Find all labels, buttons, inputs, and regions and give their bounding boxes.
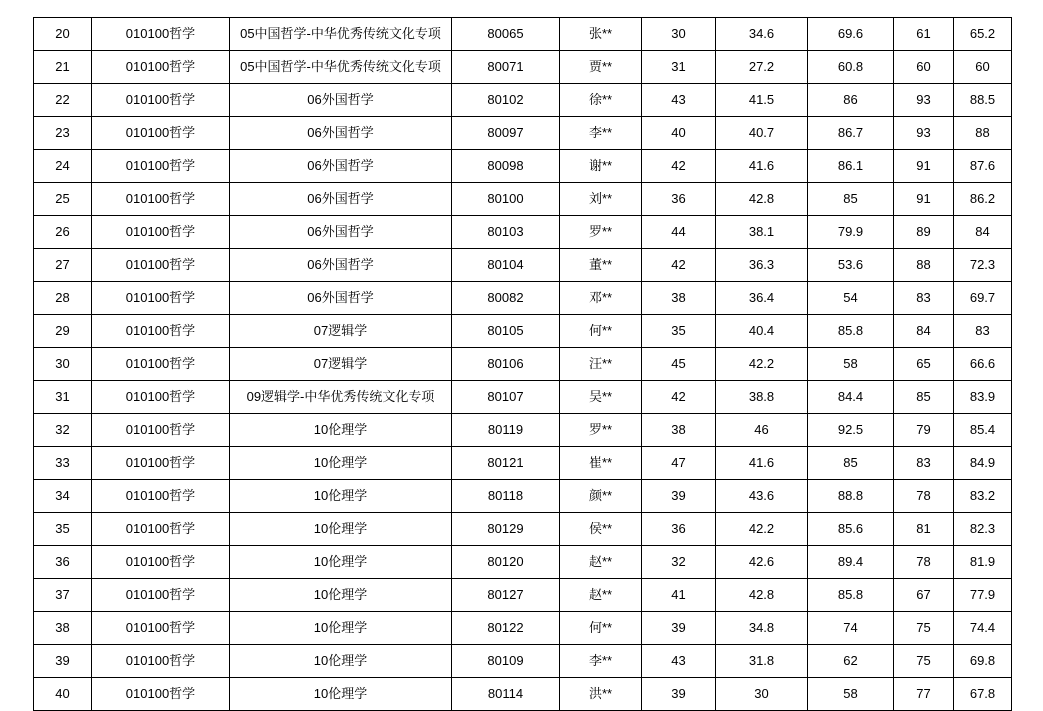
table-row <box>34 249 1012 282</box>
row-direction: 06外国哲学 <box>230 150 452 183</box>
row-total: 85.4 <box>954 414 1012 447</box>
row-major: 010100哲学 <box>92 282 230 315</box>
row-score-2: 42.2 <box>716 348 808 381</box>
row-exam-no: 80098 <box>452 150 560 183</box>
row-index: 21 <box>34 51 92 84</box>
row-major: 010100哲学 <box>92 645 230 678</box>
row-score-1: 39 <box>642 678 716 711</box>
row-score-1: 38 <box>642 414 716 447</box>
row-score-2: 40.4 <box>716 315 808 348</box>
row-score-1: 39 <box>642 612 716 645</box>
table-row <box>34 447 1012 480</box>
table-row <box>34 414 1012 447</box>
row-score-1: 41 <box>642 579 716 612</box>
table-row <box>34 480 1012 513</box>
row-score-2: 40.7 <box>716 117 808 150</box>
row-name: 侯** <box>560 513 642 546</box>
row-direction: 05中国哲学-中华优秀传统文化专项 <box>230 18 452 51</box>
row-score-3: 85.8 <box>808 315 894 348</box>
row-direction: 10伦理学 <box>230 414 452 447</box>
row-score-3: 79.9 <box>808 216 894 249</box>
row-score-4: 60 <box>894 51 954 84</box>
row-direction: 10伦理学 <box>230 612 452 645</box>
row-score-2: 36.4 <box>716 282 808 315</box>
row-direction: 10伦理学 <box>230 447 452 480</box>
row-score-4: 75 <box>894 612 954 645</box>
row-score-3: 88.8 <box>808 480 894 513</box>
row-score-2: 34.6 <box>716 18 808 51</box>
row-exam-no: 80120 <box>452 546 560 579</box>
row-direction: 07逻辑学 <box>230 315 452 348</box>
row-name: 董** <box>560 249 642 282</box>
row-exam-no: 80071 <box>452 51 560 84</box>
row-index: 39 <box>34 645 92 678</box>
row-index: 23 <box>34 117 92 150</box>
row-major: 010100哲学 <box>92 381 230 414</box>
table-row <box>34 678 1012 711</box>
row-index: 24 <box>34 150 92 183</box>
row-exam-no: 80097 <box>452 117 560 150</box>
row-score-3: 84.4 <box>808 381 894 414</box>
row-major: 010100哲学 <box>92 480 230 513</box>
row-score-2: 41.6 <box>716 447 808 480</box>
row-major: 010100哲学 <box>92 546 230 579</box>
row-total: 86.2 <box>954 183 1012 216</box>
row-score-3: 62 <box>808 645 894 678</box>
row-score-1: 43 <box>642 645 716 678</box>
row-total: 82.3 <box>954 513 1012 546</box>
row-score-2: 36.3 <box>716 249 808 282</box>
row-major: 010100哲学 <box>92 18 230 51</box>
row-score-4: 81 <box>894 513 954 546</box>
row-score-1: 35 <box>642 315 716 348</box>
row-total: 84.9 <box>954 447 1012 480</box>
row-name: 吴** <box>560 381 642 414</box>
row-direction: 10伦理学 <box>230 645 452 678</box>
table-row <box>34 117 1012 150</box>
row-major: 010100哲学 <box>92 249 230 282</box>
row-score-2: 41.6 <box>716 150 808 183</box>
row-score-3: 85.6 <box>808 513 894 546</box>
row-total: 84 <box>954 216 1012 249</box>
row-name: 贾** <box>560 51 642 84</box>
row-score-1: 30 <box>642 18 716 51</box>
row-score-2: 46 <box>716 414 808 447</box>
row-score-1: 43 <box>642 84 716 117</box>
row-index: 30 <box>34 348 92 381</box>
row-score-1: 36 <box>642 183 716 216</box>
row-total: 81.9 <box>954 546 1012 579</box>
row-score-4: 91 <box>894 183 954 216</box>
row-score-1: 42 <box>642 150 716 183</box>
row-direction: 06外国哲学 <box>230 282 452 315</box>
row-major: 010100哲学 <box>92 84 230 117</box>
row-direction: 06外国哲学 <box>230 117 452 150</box>
table-row <box>34 51 1012 84</box>
row-major: 010100哲学 <box>92 51 230 84</box>
row-total: 77.9 <box>954 579 1012 612</box>
row-major: 010100哲学 <box>92 612 230 645</box>
row-total: 66.6 <box>954 348 1012 381</box>
row-total: 83.2 <box>954 480 1012 513</box>
row-total: 74.4 <box>954 612 1012 645</box>
row-exam-no: 80104 <box>452 249 560 282</box>
results-table-container <box>33 17 1011 711</box>
table-row <box>34 150 1012 183</box>
row-name: 徐** <box>560 84 642 117</box>
row-exam-no: 80105 <box>452 315 560 348</box>
row-score-1: 45 <box>642 348 716 381</box>
table-row <box>34 348 1012 381</box>
row-exam-no: 80122 <box>452 612 560 645</box>
row-score-3: 86 <box>808 84 894 117</box>
row-score-2: 30 <box>716 678 808 711</box>
row-name: 李** <box>560 117 642 150</box>
row-score-4: 91 <box>894 150 954 183</box>
row-name: 崔** <box>560 447 642 480</box>
row-score-2: 34.8 <box>716 612 808 645</box>
row-major: 010100哲学 <box>92 117 230 150</box>
row-direction: 06外国哲学 <box>230 84 452 117</box>
row-major: 010100哲学 <box>92 315 230 348</box>
row-name: 何** <box>560 612 642 645</box>
row-index: 22 <box>34 84 92 117</box>
table-row <box>34 546 1012 579</box>
row-index: 26 <box>34 216 92 249</box>
row-exam-no: 80118 <box>452 480 560 513</box>
row-score-2: 41.5 <box>716 84 808 117</box>
row-score-3: 74 <box>808 612 894 645</box>
table-row <box>34 18 1012 51</box>
row-major: 010100哲学 <box>92 513 230 546</box>
row-direction: 10伦理学 <box>230 579 452 612</box>
row-score-4: 78 <box>894 546 954 579</box>
row-score-1: 40 <box>642 117 716 150</box>
row-name: 赵** <box>560 546 642 579</box>
row-score-3: 60.8 <box>808 51 894 84</box>
row-exam-no: 80102 <box>452 84 560 117</box>
row-exam-no: 80121 <box>452 447 560 480</box>
row-index: 28 <box>34 282 92 315</box>
table-row <box>34 381 1012 414</box>
row-score-4: 77 <box>894 678 954 711</box>
row-score-1: 31 <box>642 51 716 84</box>
row-total: 60 <box>954 51 1012 84</box>
row-index: 35 <box>34 513 92 546</box>
table-row <box>34 84 1012 117</box>
row-total: 83.9 <box>954 381 1012 414</box>
row-score-2: 31.8 <box>716 645 808 678</box>
row-direction: 10伦理学 <box>230 678 452 711</box>
row-direction: 10伦理学 <box>230 546 452 579</box>
row-score-1: 38 <box>642 282 716 315</box>
table-row <box>34 315 1012 348</box>
row-score-4: 83 <box>894 282 954 315</box>
row-total: 69.7 <box>954 282 1012 315</box>
row-score-1: 36 <box>642 513 716 546</box>
row-total: 72.3 <box>954 249 1012 282</box>
row-index: 34 <box>34 480 92 513</box>
row-direction: 10伦理学 <box>230 513 452 546</box>
row-exam-no: 80114 <box>452 678 560 711</box>
row-total: 88.5 <box>954 84 1012 117</box>
row-score-4: 78 <box>894 480 954 513</box>
row-score-4: 85 <box>894 381 954 414</box>
row-index: 36 <box>34 546 92 579</box>
row-name: 邓** <box>560 282 642 315</box>
row-exam-no: 80119 <box>452 414 560 447</box>
table-row <box>34 513 1012 546</box>
row-index: 33 <box>34 447 92 480</box>
row-total: 69.8 <box>954 645 1012 678</box>
row-score-1: 39 <box>642 480 716 513</box>
row-score-2: 42.2 <box>716 513 808 546</box>
row-score-2: 42.8 <box>716 183 808 216</box>
admission-results-table <box>33 17 1012 711</box>
row-direction: 06外国哲学 <box>230 249 452 282</box>
row-score-3: 53.6 <box>808 249 894 282</box>
table-row <box>34 579 1012 612</box>
row-direction: 09逻辑学-中华优秀传统文化专项 <box>230 381 452 414</box>
row-direction: 06外国哲学 <box>230 216 452 249</box>
row-score-3: 85 <box>808 447 894 480</box>
row-index: 20 <box>34 18 92 51</box>
row-exam-no: 80065 <box>452 18 560 51</box>
row-direction: 06外国哲学 <box>230 183 452 216</box>
row-score-2: 42.8 <box>716 579 808 612</box>
row-score-3: 69.6 <box>808 18 894 51</box>
row-direction: 10伦理学 <box>230 480 452 513</box>
row-score-4: 88 <box>894 249 954 282</box>
row-major: 010100哲学 <box>92 183 230 216</box>
row-total: 83 <box>954 315 1012 348</box>
table-body <box>34 18 1012 711</box>
row-index: 38 <box>34 612 92 645</box>
row-score-1: 47 <box>642 447 716 480</box>
row-score-3: 58 <box>808 678 894 711</box>
table-row <box>34 645 1012 678</box>
row-index: 40 <box>34 678 92 711</box>
row-major: 010100哲学 <box>92 150 230 183</box>
row-score-1: 44 <box>642 216 716 249</box>
table-row <box>34 282 1012 315</box>
row-total: 67.8 <box>954 678 1012 711</box>
row-score-2: 38.8 <box>716 381 808 414</box>
row-name: 洪** <box>560 678 642 711</box>
row-total: 88 <box>954 117 1012 150</box>
row-score-4: 79 <box>894 414 954 447</box>
row-total: 65.2 <box>954 18 1012 51</box>
row-name: 汪** <box>560 348 642 381</box>
row-score-4: 75 <box>894 645 954 678</box>
row-score-2: 27.2 <box>716 51 808 84</box>
row-score-4: 93 <box>894 117 954 150</box>
row-exam-no: 80103 <box>452 216 560 249</box>
row-name: 张** <box>560 18 642 51</box>
row-direction: 05中国哲学-中华优秀传统文化专项 <box>230 51 452 84</box>
row-score-3: 54 <box>808 282 894 315</box>
row-name: 颜** <box>560 480 642 513</box>
row-score-4: 89 <box>894 216 954 249</box>
row-name: 罗** <box>560 216 642 249</box>
row-exam-no: 80129 <box>452 513 560 546</box>
row-index: 32 <box>34 414 92 447</box>
row-index: 31 <box>34 381 92 414</box>
row-score-4: 67 <box>894 579 954 612</box>
row-score-4: 65 <box>894 348 954 381</box>
row-name: 刘** <box>560 183 642 216</box>
row-direction: 07逻辑学 <box>230 348 452 381</box>
row-major: 010100哲学 <box>92 447 230 480</box>
row-score-4: 83 <box>894 447 954 480</box>
row-exam-no: 80100 <box>452 183 560 216</box>
row-major: 010100哲学 <box>92 348 230 381</box>
row-score-1: 32 <box>642 546 716 579</box>
row-major: 010100哲学 <box>92 216 230 249</box>
row-index: 27 <box>34 249 92 282</box>
row-exam-no: 80127 <box>452 579 560 612</box>
table-row <box>34 216 1012 249</box>
row-index: 29 <box>34 315 92 348</box>
row-score-3: 85.8 <box>808 579 894 612</box>
row-major: 010100哲学 <box>92 414 230 447</box>
row-score-2: 38.1 <box>716 216 808 249</box>
row-major: 010100哲学 <box>92 678 230 711</box>
row-score-3: 92.5 <box>808 414 894 447</box>
row-name: 李** <box>560 645 642 678</box>
row-name: 何** <box>560 315 642 348</box>
row-score-1: 42 <box>642 249 716 282</box>
row-score-3: 86.7 <box>808 117 894 150</box>
row-name: 赵** <box>560 579 642 612</box>
row-score-3: 58 <box>808 348 894 381</box>
row-name: 谢** <box>560 150 642 183</box>
row-total: 87.6 <box>954 150 1012 183</box>
row-score-2: 42.6 <box>716 546 808 579</box>
row-index: 25 <box>34 183 92 216</box>
row-major: 010100哲学 <box>92 579 230 612</box>
row-exam-no: 80082 <box>452 282 560 315</box>
row-score-3: 89.4 <box>808 546 894 579</box>
row-index: 37 <box>34 579 92 612</box>
row-score-1: 42 <box>642 381 716 414</box>
row-score-2: 43.6 <box>716 480 808 513</box>
row-exam-no: 80109 <box>452 645 560 678</box>
row-exam-no: 80107 <box>452 381 560 414</box>
table-row <box>34 183 1012 216</box>
row-score-3: 86.1 <box>808 150 894 183</box>
row-exam-no: 80106 <box>452 348 560 381</box>
row-score-3: 85 <box>808 183 894 216</box>
row-name: 罗** <box>560 414 642 447</box>
table-row <box>34 612 1012 645</box>
row-score-4: 84 <box>894 315 954 348</box>
row-score-4: 61 <box>894 18 954 51</box>
row-score-4: 93 <box>894 84 954 117</box>
